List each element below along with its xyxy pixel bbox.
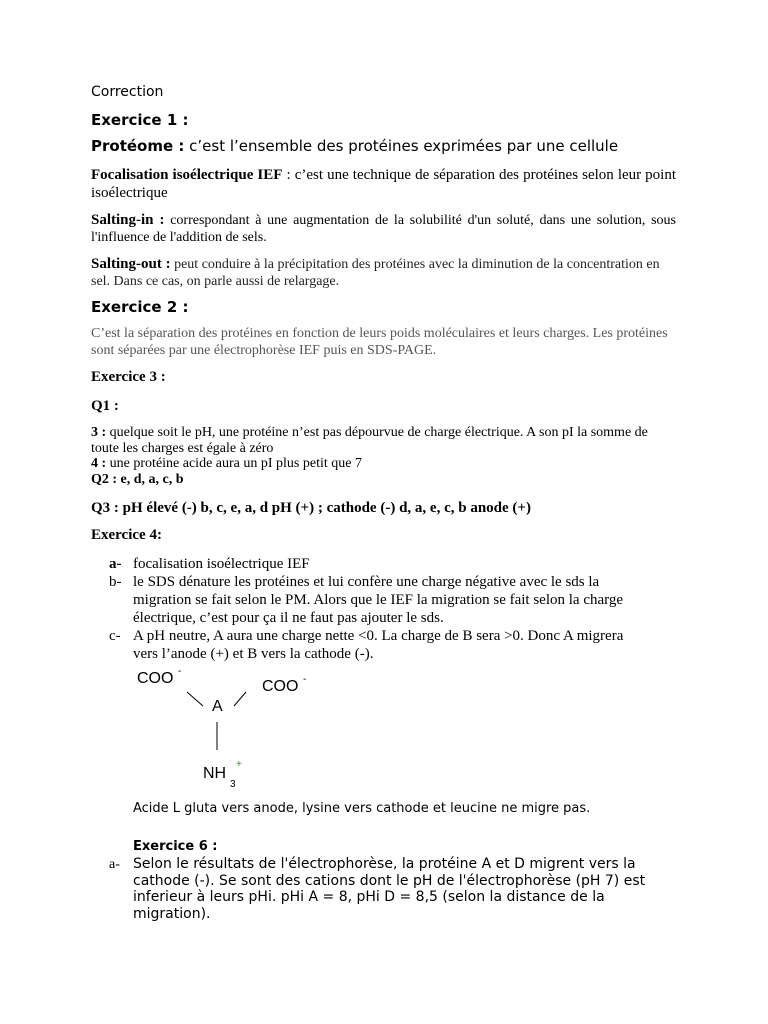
carboxylate-left: COO <box>137 670 174 687</box>
salting-out-term: Salting-out : <box>91 256 171 272</box>
proteome-definition <box>91 137 676 155</box>
list-item-text: le SDS dénature les protéines et lui confère une charge négative avec le sds la migration se fait selon le PM. Alors que le IEF la migration se fait selon la charge électrique, c’est pour ça il ne faut pas ajouter le sds. <box>133 574 624 626</box>
q3-answer: Q3 : pH élevé (-) b, c, e, a, d pH (+) ; cathode (-) d, a, e, c, b anode (+) <box>91 500 531 516</box>
ief-text: : c’est une technique de séparation des protéines selon leur point isoélectrique <box>91 167 677 201</box>
answer-4 <box>91 456 676 472</box>
salting-in-text: correspondant à une augmentation de la solubilité d'un soluté, dans une solution, sous l'influence de l'addition de sels. <box>91 213 677 245</box>
central-atom-label: A <box>212 698 223 715</box>
exercise-3-heading: Exercice 3 : <box>91 369 166 385</box>
q1-label: Q1 : <box>91 398 119 414</box>
exercise-6-heading: Exercice 6 : <box>133 839 218 854</box>
bond-left <box>187 692 203 706</box>
list-item-text: A pH neutre, A aura une charge nette <0. La charge de B sera >0. Donc A migrera vers l’anode (+) et B vers la cathode (-). <box>133 628 624 662</box>
salting-in-term: Salting-in : <box>91 212 165 228</box>
exercise-4-heading: Exercice 4: <box>91 527 162 543</box>
bond-lines <box>130 668 270 793</box>
salting-in-definition <box>91 212 676 246</box>
exercise-6-text: Selon le résultats de l'électrophorèse, la protéine A et D migrent vers la cathode (-). Se sont des cations dont le pH de l'électrophorèse (pH 7) est inferieur à leurs pHi. pHi A = 8, pHi D = 8,5 (selon la distance de la migration). <box>133 856 646 922</box>
ammonium-label: NH <box>203 765 227 782</box>
answer-4-label: 4 : <box>91 456 107 471</box>
doc-title: Correction <box>91 84 164 100</box>
ief-term: Focalisation isoélectrique IEF <box>91 167 283 183</box>
answer-4-text: une protéine acide aura un pI plus petit que 7 <box>109 456 362 471</box>
ief-definition <box>91 166 676 202</box>
exercise-2-text: C’est la séparation des protéines en fonction de leurs poids moléculaires et leurs charges. Les protéines sont séparées par une électrophorèse IEF puis en SDS-PAGE. <box>91 326 668 358</box>
list-marker: b- <box>109 574 122 590</box>
bond-right <box>234 692 246 706</box>
list-item-text: focalisation isoélectrique IEF <box>133 556 310 572</box>
list-marker: a- <box>109 556 122 572</box>
diagram-caption: Acide L gluta vers anode, lysine vers cathode et leucine ne migre pas. <box>133 801 591 816</box>
answer-3-label: 3 : <box>91 425 107 440</box>
plus-sign: + <box>236 759 242 770</box>
ammonium-subscript: 3 <box>230 779 236 790</box>
minus-sign-left: - <box>178 666 182 677</box>
q2-answer: Q2 : e, d, a, c, b <box>91 472 184 487</box>
answer-3-text: quelque soit le pH, une protéine n’est pas dépourvue de charge électrique. A son pI la somme de toute les charges est égale à zéro <box>91 425 648 456</box>
proteome-term: Protéome : <box>91 137 185 155</box>
salting-out-text: peut conduire à la précipitation des protéines avec la diminution de la concentration en sel. Dans ce cas, on parle aussi de relargage. <box>91 257 660 289</box>
list-marker: c- <box>109 628 121 644</box>
amino-acid-diagram <box>130 666 307 793</box>
answer-3 <box>91 425 676 457</box>
exercise-1-heading: Exercice 1 : <box>91 111 189 129</box>
salting-out-definition <box>91 256 676 290</box>
carboxylate-right: COO <box>262 678 299 695</box>
exercise-2-heading: Exercice 2 : <box>91 298 189 316</box>
minus-sign-right: - <box>303 674 307 685</box>
proteome-text: c’est l’ensemble des protéines exprimées par une cellule <box>189 137 619 155</box>
list-marker: a- <box>109 857 120 872</box>
